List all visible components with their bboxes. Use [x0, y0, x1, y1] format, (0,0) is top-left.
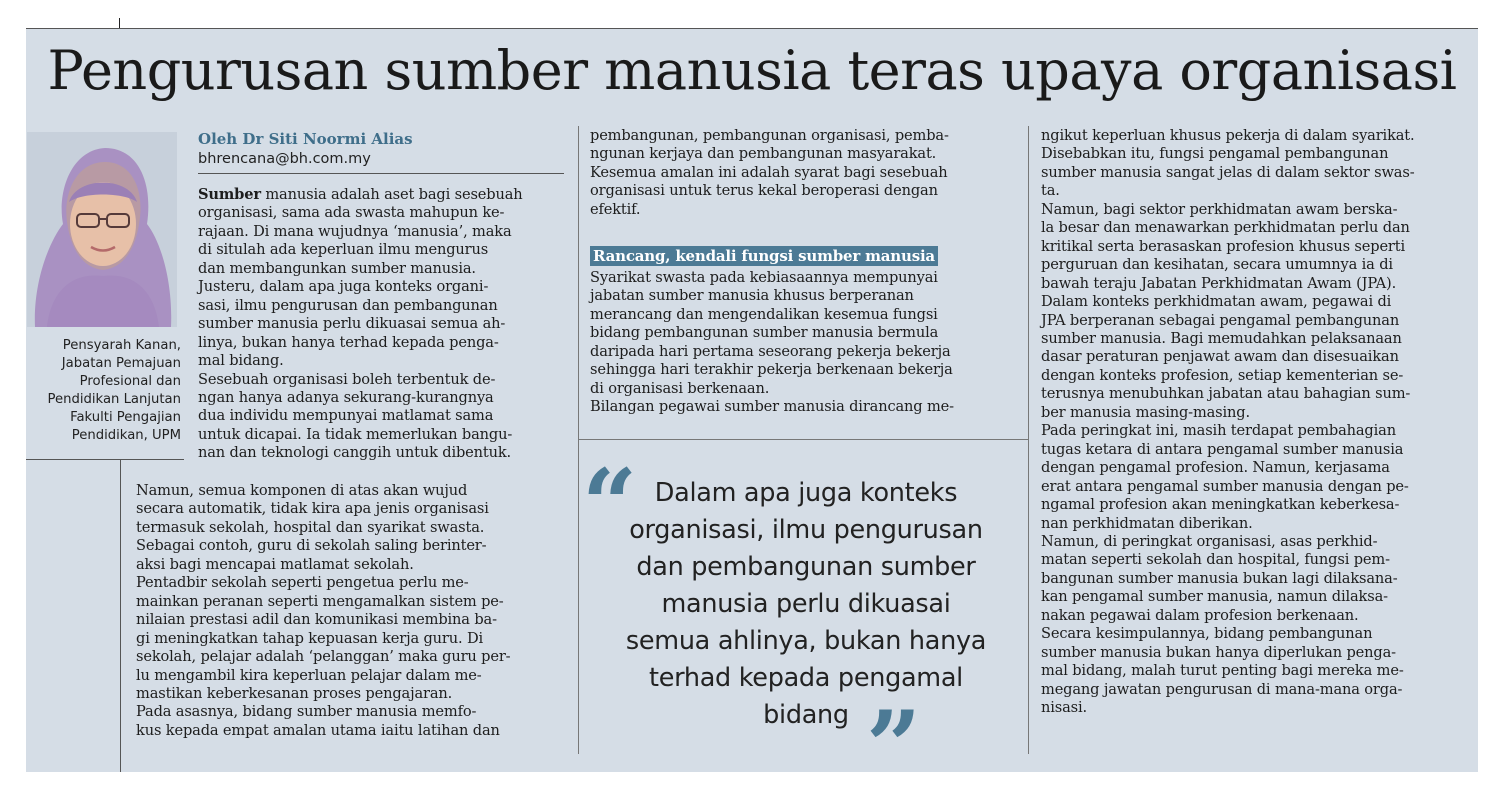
body-line: daripada hari pertama seseorang pekerja bekerja: [590, 342, 951, 360]
body-line: sekolah, pelajar adalah ‘pelanggan’ maka guru per-: [136, 648, 511, 666]
body-line: kan pengamal sumber manusia, namun dilaksa-: [1041, 588, 1388, 606]
crop-mark: [119, 18, 120, 28]
body-line: matan seperti sekolah dan hospital, fungsi pem-: [1041, 551, 1390, 569]
caption-line: Fakulti Pengajian: [70, 410, 181, 425]
body-line: mal bidang, malah turut penting bagi mereka me-: [1041, 662, 1404, 680]
body-line: organisasi, sama ada swasta mahupun ke-: [198, 204, 505, 222]
body-line: sumber manusia sangat jelas di dalam sektor swas-: [1041, 163, 1415, 181]
body-line: bangunan sumber manusia bukan lagi dilaksana-: [1041, 569, 1398, 587]
body-line: dengan pengamal profesion. Namun, kerjasama: [1041, 459, 1390, 477]
pull-quote-line: dan pembangunan sumber: [636, 552, 976, 582]
body-line: tugas ketara di antara pengamal sumber manusia: [1041, 440, 1404, 458]
body-line: nakan pegawai dalam profesion berkenaan.: [1041, 606, 1359, 624]
body-line: Kesemua amalan ini adalah syarat bagi sesebuah: [590, 163, 948, 181]
caption-line: Profesional dan: [79, 374, 181, 389]
column-3: [1041, 127, 1415, 718]
body-line: dengan konteks profesion, setiap kementerian se-: [1041, 366, 1404, 384]
body-line: aksi bagi mencapai matlamat sekolah.: [136, 555, 414, 573]
body-line: mainkan peranan seperti mengamalkan sistem pe-: [136, 592, 504, 610]
body-line: termasuk sekolah, hospital dan syarikat swasta.: [136, 518, 485, 536]
quote-divider: [579, 439, 1028, 440]
body-line: sehingga hari terakhir pekerja berkenaan bekerja: [590, 361, 953, 379]
body-line: ngan hanya adanya sekurang-kurangnya: [198, 388, 494, 406]
byline-divider: [198, 173, 564, 174]
section-subheading: Rancang, kendali fungsi sumber manusia: [590, 246, 938, 266]
body-line: merancang dan mengendalikan kesemua fungsi: [590, 305, 938, 323]
body-line: terusnya menubuhkan jabatan atau bahagian sum-: [1041, 385, 1411, 403]
caption-line: Jabatan Pemajuan: [61, 356, 181, 371]
body-line: ngunan kerjaya dan pembangunan masyarakat.: [590, 145, 937, 163]
pull-quote-line: manusia perlu dikuasai: [661, 589, 951, 619]
body-line: bawah teraju Jabatan Perkhidmatan Awam (JPA).: [1041, 274, 1397, 292]
column-2-bottom: [590, 269, 954, 417]
body-line: Bilangan pegawai sumber manusia dirancang me-: [590, 398, 954, 416]
pull-quote-line: terhad kepada pengamal: [649, 663, 963, 693]
body-line: organisasi untuk terus kekal beroperasi dengan: [590, 182, 938, 200]
headline: Pengurusan sumber manusia teras upaya organisasi: [47, 39, 1457, 102]
body-line: Namun, bagi sektor perkhidmatan awam berska-: [1041, 200, 1398, 218]
body-line: [198, 186, 523, 204]
pull-quote: [586, 475, 1026, 734]
body-line: Pada asasnya, bidang sumber manusia memfo-: [136, 703, 477, 721]
pull-quote-line: semua ahlinya, bukan hanya: [625, 626, 987, 656]
body-line: mal bidang.: [198, 352, 284, 370]
caption-line: Pendidikan Lanjutan: [47, 392, 181, 407]
body-line: ngikut keperluan khusus pekerja di dalam syarikat.: [1041, 127, 1415, 144]
column-2-top: [590, 127, 949, 219]
body-line: Sesebuah organisasi boleh terbentuk de-: [198, 370, 496, 388]
body-line: sumber manusia. Bagi memudahkan pelaksanaan: [1041, 329, 1402, 347]
body-line: di situlah ada keperluan ilmu mengurus: [198, 241, 489, 259]
body-line: secara automatik, tidak kira apa jenis organisasi: [136, 500, 489, 518]
column-1-top: [198, 186, 523, 463]
body-line: Disebabkan itu, fungsi pengamal pembangunan: [1041, 145, 1389, 163]
body-line: kus kepada empat amalan utama iaitu latihan dan: [136, 721, 500, 739]
byline-email: bhrencana@bh.com.my: [198, 151, 371, 167]
caption-line: Pendidikan, UPM: [71, 428, 181, 443]
body-line: nisasi.: [1041, 699, 1088, 717]
body-line: ngamal profesion akan meningkatkan keberkesa-: [1041, 496, 1400, 514]
body-line: nan perkhidmatan diberikan.: [1041, 514, 1253, 532]
author-photo: [27, 132, 177, 327]
body-line: pembangunan, pembangunan organisasi, pemba-: [590, 127, 949, 144]
caption-line: Pensyarah Kanan,: [62, 338, 181, 353]
body-line: bidang pembangunan sumber manusia bermula: [590, 324, 939, 342]
lead-word: Sumber: [198, 186, 261, 203]
body-line: lu mengambil kira keperluan pelajar dalam me-: [136, 666, 482, 684]
body-line: Namun, di peringkat organisasi, asas perkhid-: [1041, 532, 1378, 550]
body-line: Sebagai contoh, guru di sekolah saling berinter-: [136, 537, 487, 555]
column-1-bottom: [136, 482, 510, 740]
body-line: ta.: [1041, 182, 1060, 200]
body-line: ber manusia masing-masing.: [1041, 403, 1250, 421]
body-line: Pentadbir sekolah seperti pengetua perlu me-: [136, 574, 469, 592]
body-line: gi meningkatkan tahap kepuasan kerja guru. Di: [136, 629, 484, 647]
caption-divider: [26, 459, 184, 460]
body-line: nilaian prestasi adil dan komunikasi membina ba-: [136, 611, 497, 629]
body-line: Syarikat swasta pada kebiasaannya mempunyai: [590, 269, 938, 286]
body-line: dasar peraturan penjawat awam dan disesuaikan: [1041, 348, 1399, 366]
author-caption: [26, 337, 181, 445]
body-line: sumber manusia bukan hanya diperlukan penga-: [1041, 643, 1396, 661]
byline: [198, 129, 564, 169]
pull-quote-line: Dalam apa juga konteks: [654, 478, 958, 508]
body-line: perguruan dan kesihatan, secara umumnya ia di: [1041, 256, 1393, 274]
byline-author: Oleh Dr Siti Noormi Alias: [198, 130, 413, 148]
body-line: Justeru, dalam apa juga konteks organi-: [198, 278, 489, 296]
author-portrait-image: [27, 132, 177, 327]
body-line: JPA berperanan sebagai pengamal pembangunan: [1041, 311, 1400, 329]
close-quote-icon: ”: [866, 690, 922, 803]
open-quote-icon: “: [582, 448, 638, 561]
body-line: erat antara pengamal sumber manusia dengan pe-: [1041, 477, 1409, 495]
body-line: Namun, semua komponen di atas akan wujud: [136, 482, 468, 499]
column-divider: [120, 460, 121, 772]
body-line: Pada peringkat ini, masih terdapat pembahagian: [1041, 422, 1396, 440]
body-line: untuk dicapai. Ia tidak memerlukan bangu-: [198, 425, 513, 443]
body-line: mastikan keberkesanan proses pengajaran.: [136, 684, 453, 702]
pull-quote-line: bidang: [763, 700, 849, 730]
article-panel: [26, 28, 1478, 803]
body-line: linya, bukan hanya terhad kepada penga-: [198, 333, 499, 351]
body-line: kritikal serta berasaskan profesion khusus seperti: [1041, 237, 1405, 255]
body-line: sasi, ilmu pengurusan dan pembangunan: [198, 296, 498, 314]
body-line: la besar dan menawarkan perkhidmatan perlu dan: [1041, 219, 1410, 237]
body-line: nan dan teknologi canggih untuk dibentuk.: [198, 444, 512, 462]
pull-quote-line: organisasi, ilmu pengurusan: [629, 515, 983, 545]
body-line: di organisasi berkenaan.: [590, 379, 770, 397]
body-line: dua individu mempunyai matlamat sama: [198, 407, 494, 425]
lead-rest: manusia adalah aset bagi sesebuah: [260, 186, 523, 203]
body-line: Secara kesimpulannya, bidang pembangunan: [1041, 625, 1373, 643]
body-line: Dalam konteks perkhidmatan awam, pegawai di: [1041, 293, 1392, 311]
body-line: megang jawatan pengurusan di mana-mana orga-: [1041, 680, 1403, 698]
body-line: sumber manusia perlu dikuasai semua ah-: [198, 315, 506, 333]
body-line: efektif.: [590, 200, 641, 218]
column-divider: [1028, 126, 1029, 754]
body-line: dan membangunkan sumber manusia.: [198, 259, 476, 277]
body-line: jabatan sumber manusia khusus berperanan: [590, 287, 914, 305]
column-divider: [578, 126, 579, 754]
body-line: rajaan. Di mana wujudnya ‘manusia’, maka: [198, 222, 512, 240]
